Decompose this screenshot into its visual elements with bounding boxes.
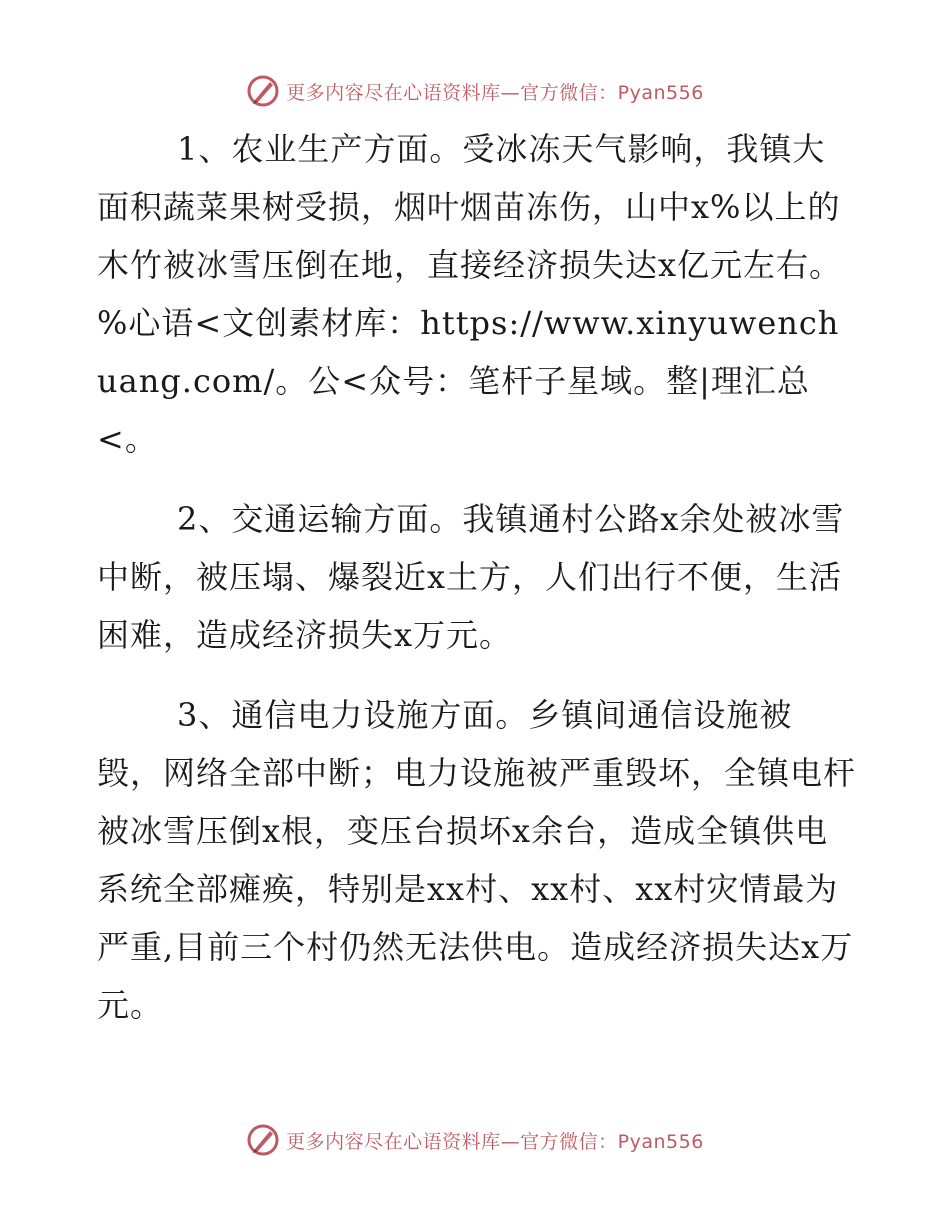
paragraph-agriculture: 1、农业生产方面。受冰冻天气影响，我镇大面积蔬菜果树受损，烟叶烟苗冻伤，山中x%以上的木竹被冰雪压倒在地，直接经济损失达x亿元左右。%心语<文创素材库：https://www.xinyuwenchuang.com/。公<众号：笔杆子星域。整|理汇总<。: [97, 130, 843, 458]
footer-banner: [0, 1123, 950, 1157]
quill-pen-logo-icon: [246, 74, 280, 108]
document-body: [97, 120, 857, 1056]
header-banner: [0, 74, 950, 108]
paragraph-transport: 2、交通运输方面。我镇通村公路x余处被冰雪中断，被压塌、爆裂近x土方，人们出行不便，生活困难，造成经济损失x万元。: [97, 500, 845, 654]
paragraph-telecom-power: 3、通信电力设施方面。乡镇间通信设施被毁，网络全部中断；电力设施被严重毁坏，全镇电杆被冰雪压倒x根，变压台损坏x余台，造成全镇供电系统全部瘫痪，特别是xx村、xx村、xx村灾情最为严重,目前三个村仍然无法供电。造成经济损失达x万元。: [97, 696, 857, 1024]
quill-pen-logo-icon: [246, 1123, 280, 1157]
footer-banner-text: 更多内容尽在心语资料库—官方微信：Pyan556: [286, 1130, 704, 1153]
header-banner-text: 更多内容尽在心语资料库—官方微信：Pyan556: [286, 81, 704, 104]
